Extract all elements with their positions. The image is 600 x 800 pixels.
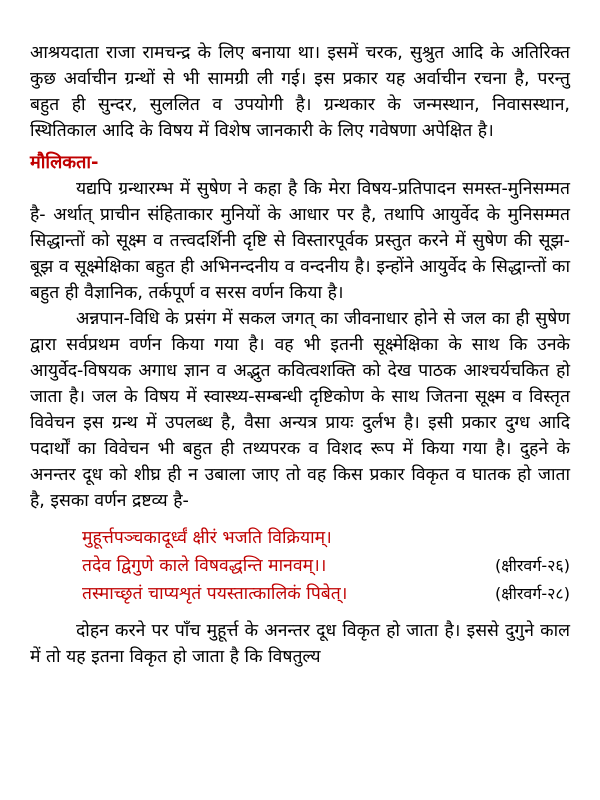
- body-paragraph-3: दोहन करने पर पाँच मुहूर्त्त के अनन्तर दूध विकृत हो जाता है। इससे दुगुने काल में तो यह इतना विकृत हो जाता है कि विषतुल्य: [30, 621, 570, 667]
- verse-reference: (क्षीरवर्ग-२६): [495, 556, 570, 575]
- verse-reference: (क्षीरवर्ग-२८): [495, 584, 570, 603]
- body-paragraph-1: यद्यपि ग्रन्थारम्भ में सुषेण ने कहा है कि मेरा विषय-प्रतिपादन समस्त-मुनिसम्मत है- अर्थात् प्राचीन संहिताकार मुनियों के आधार पर है, तथापि आयुर्वेद के मुनिसम्मत सिद्धान्तों को सूक्ष्म व तत्त्वदर्शिनी दृष्टि से विस्तारपूर्वक प्रस्तुत करने में सुषेण की सूझ-बूझ व सूक्ष्मेक्षिका बहुत ही अभिनन्दनीय व वन्दनीय है। इन्होंने आयुर्वेद के सिद्धान्तों का बहुत ही वैज्ञानिक, तर्कपूर्ण व सरस वर्णन किया है।: [30, 179, 570, 303]
- verse-text: तदेव द्विगुणे काले विषवद्धन्ति मानवम्।।: [82, 556, 327, 576]
- body-paragraph-2: अन्नपान-विधि के प्रसंग में सकल जगत् का जीवनाधार होने से जल का ही सुषेण द्वारा सर्वप्रथम वर्णन किया गया है। वह भी इतनी सूक्ष्मेक्षिका के साथ कि उनके आयुर्वेद-विषयक अगाध ज्ञान व अद्भुत कवित्वशक्ति को देख पाठक आश्चर्यचकित हो जाता है। जल के विषय में स्वास्थ्य-सम्बन्धी दृष्टिकोण के साथ जितना सूक्ष्म व विस्तृत विवेचन इस ग्रन्थ में उपलब्ध है, वैसा अन्यत्र प्रायः दुर्लभ है। इसी प्रकार दुग्ध आदि पदार्थों का विवेचन भी बहुत ही तथ्यपरक व विशद रूप में किया गया है। दुहने के अनन्तर दूध को शीघ्र ही न उबाला जाए तो वह किस प्रकार विकृत व घातक हो जाता है, इसका वर्णन द्रष्टव्य है-: [30, 309, 570, 511]
- section-heading: मौलिकता-: [30, 152, 99, 173]
- intro-paragraph: आश्रयदाता राजा रामचन्द्र के लिए बनाया था। इसमें चरक, सुश्रुत आदि के अतिरिक्त कुछ अर्वाचीन ग्रन्थों से भी सामग्री ली गई। इस प्रकार यह अर्वाचीन रचना है, परन्तु बहुत ही सुन्दर, सुललित व उपयोगी है। ग्रन्थकार के जन्मस्थान, निवासस्थान, स्थितिकाल आदि के विषय में विशेष जानकारी के लिए गवेषणा अपेक्षित है।: [30, 43, 570, 141]
- verse-line: [82, 552, 570, 580]
- verse-line: [82, 524, 570, 552]
- sanskrit-verse-block: [30, 524, 570, 608]
- verse-text: तस्माच्छृतं चाप्यशृतं पयस्तात्कालिकं पिबेत्।: [82, 584, 348, 604]
- verse-line: [82, 580, 570, 608]
- verse-text: मुहूर्त्तपञ्चकादूर्ध्वं क्षीरं भजति विक्रियाम्।: [82, 528, 332, 548]
